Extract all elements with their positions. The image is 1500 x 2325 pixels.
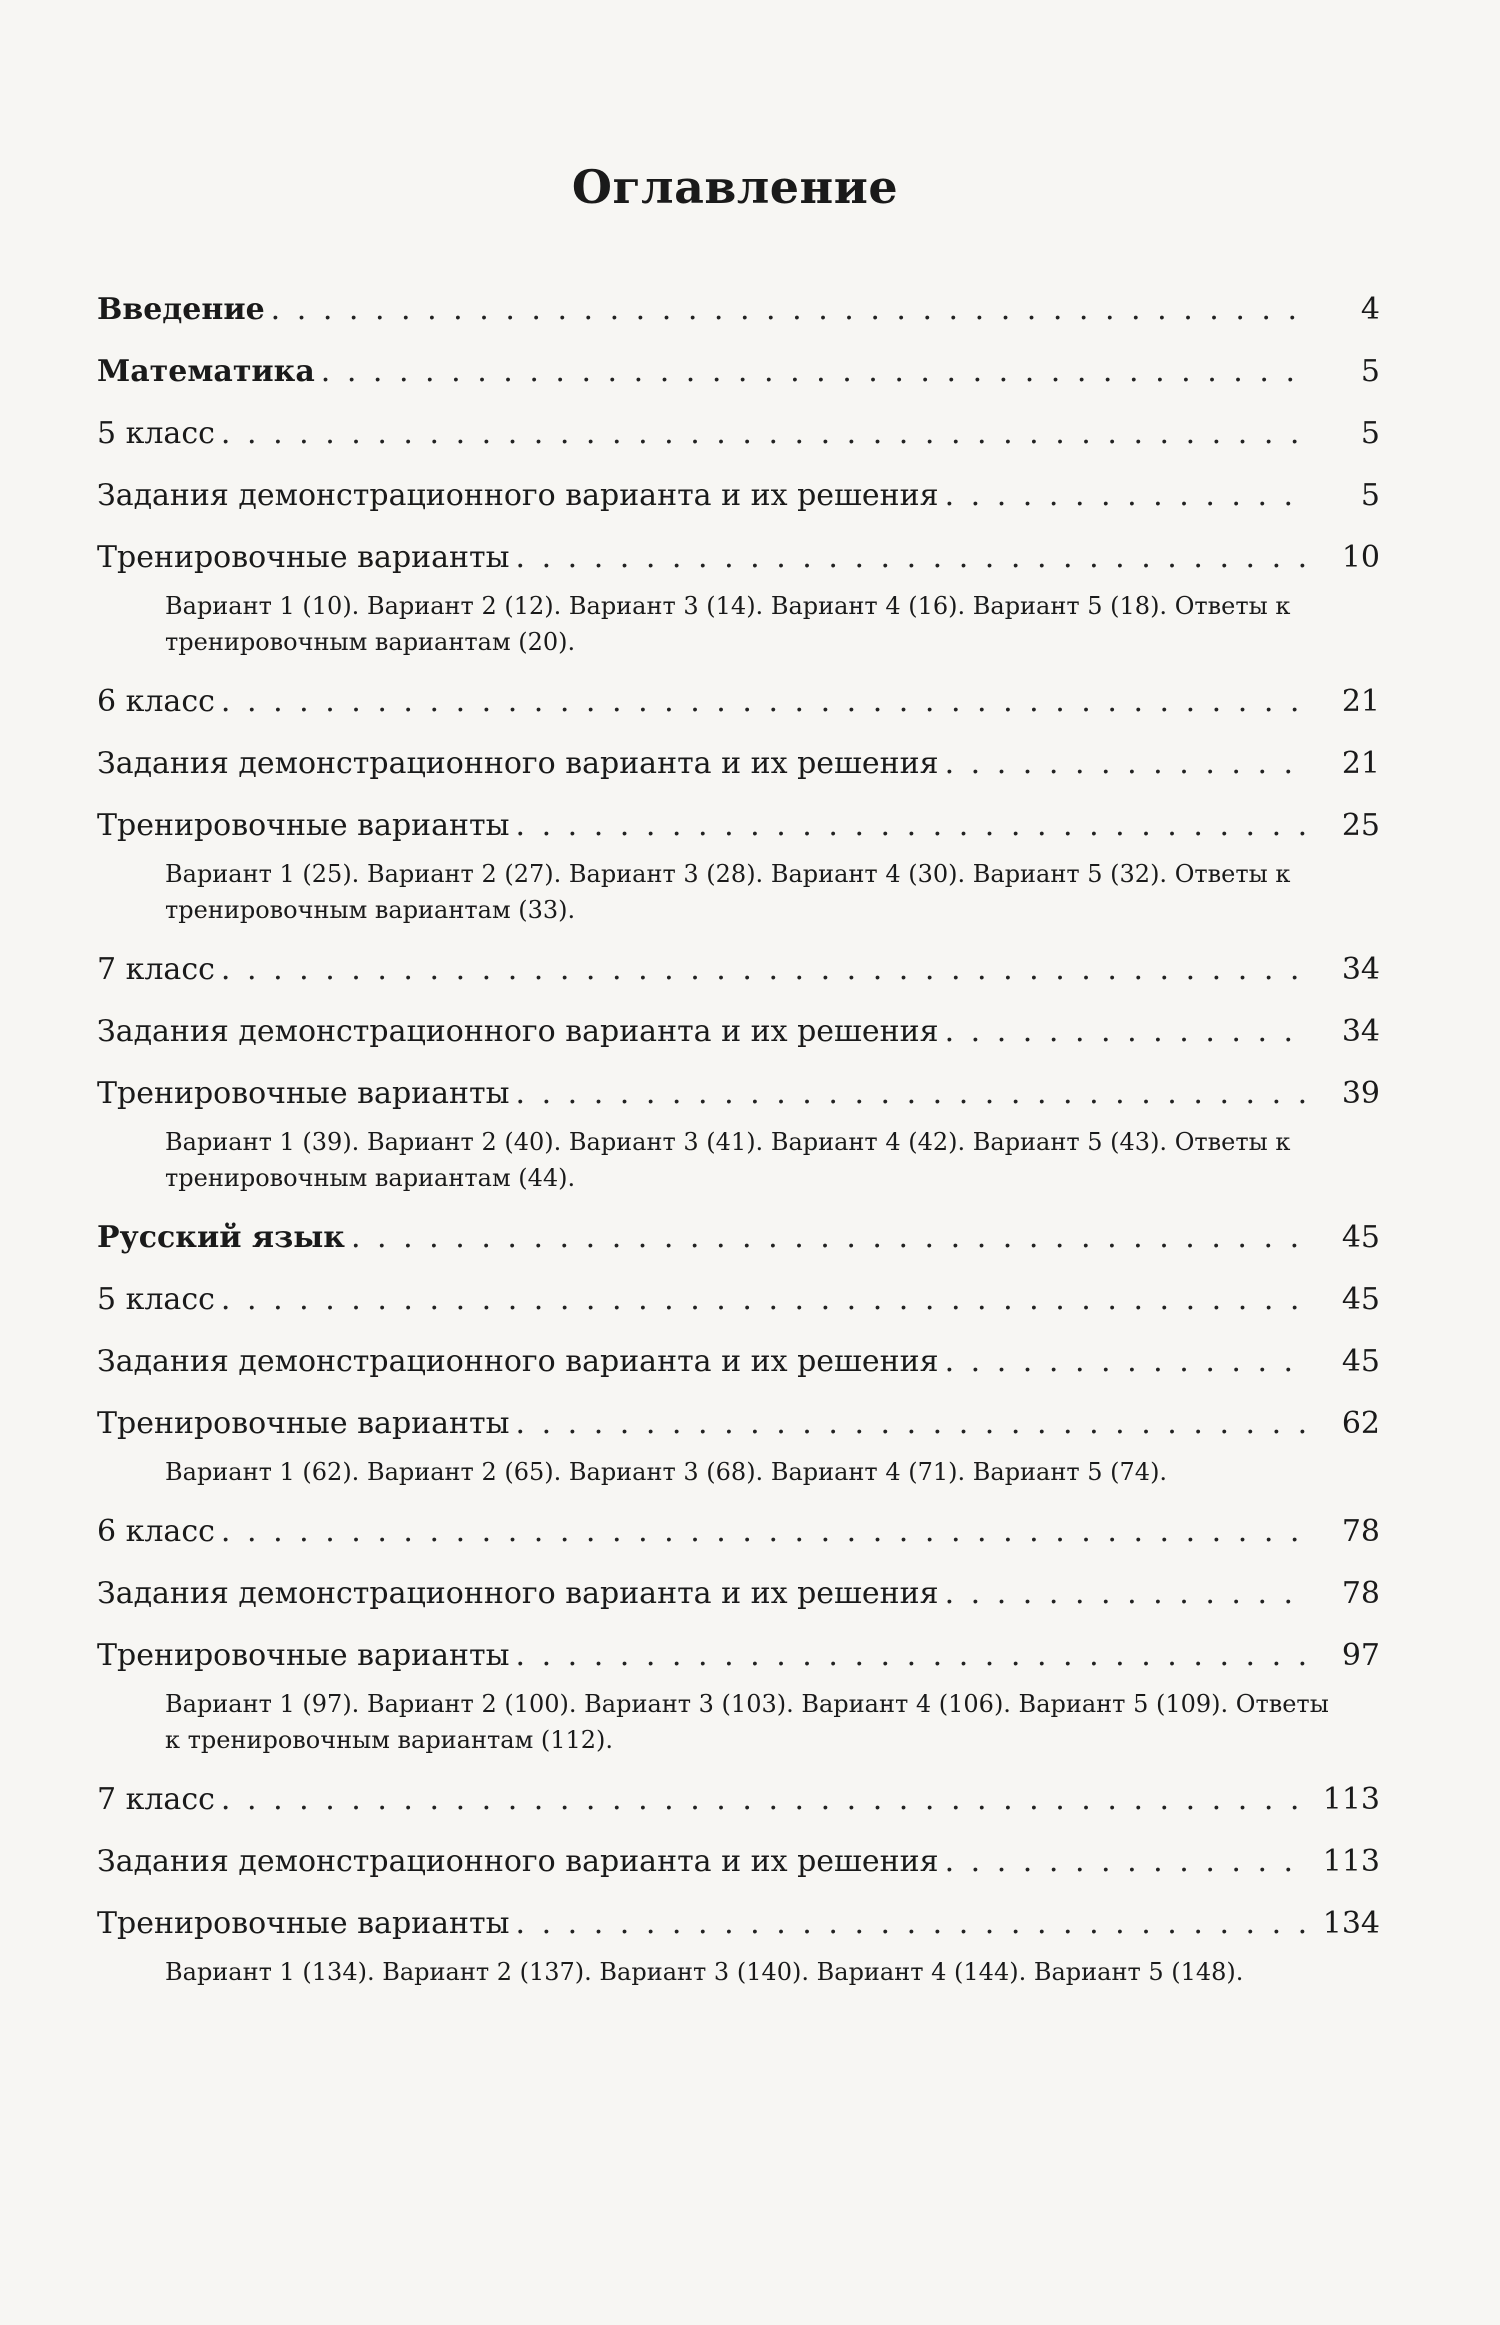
toc-entry-title: Русский язык (97, 1220, 345, 1255)
toc-page-number: 5 (1360, 478, 1380, 513)
dot-leader (516, 1904, 1309, 1944)
toc-entry (97, 1512, 1380, 1552)
toc-entry (97, 290, 1380, 330)
toc-entry (97, 476, 1380, 516)
toc-entry (97, 1342, 1380, 1382)
toc-entry-title: Задания демонстрационного варианта и их решения (97, 478, 939, 513)
toc-entry-title: Задания демонстрационного варианта и их решения (97, 1014, 939, 1049)
toc-entry-title: Тренировочные варианты (97, 808, 510, 843)
table-of-contents (97, 290, 1380, 2012)
toc-entry-title: Математика (97, 354, 315, 389)
page-title: Оглавление (571, 160, 899, 214)
toc-entry (97, 1636, 1380, 1676)
toc-entry (97, 414, 1380, 454)
toc-entry (97, 806, 1380, 846)
toc-entry (97, 682, 1380, 722)
toc-entry-title: 5 класс (97, 416, 215, 451)
toc-entry (97, 950, 1380, 990)
toc-page-number: 113 (1322, 1782, 1380, 1817)
toc-entry-title: Тренировочные варианты (97, 540, 510, 575)
toc-variants-line: Вариант 1 (25). Вариант 2 (27). Вариант 3 (28). Вариант 4 (30). Вариант 5 (32). Ответы к тренировочным вариантам (33). (165, 860, 1291, 924)
toc-entry (97, 1842, 1380, 1882)
dot-leader (516, 806, 1309, 846)
toc-entry-title: 5 класс (97, 1282, 215, 1317)
toc-entry (97, 1904, 1380, 1944)
toc-entry-title: Введение (97, 292, 265, 327)
toc-entry (97, 1218, 1380, 1258)
toc-page-number: 78 (1341, 1514, 1380, 1549)
toc-entry-title: 7 класс (97, 952, 215, 987)
toc-page-number: 21 (1341, 684, 1380, 719)
toc-page-number: 4 (1360, 292, 1380, 327)
toc-page-number: 21 (1341, 746, 1380, 781)
toc-page-number: 62 (1341, 1406, 1380, 1441)
dot-leader (221, 1780, 1308, 1820)
dot-leader (221, 414, 1308, 454)
dot-leader (945, 476, 1308, 516)
dot-leader (516, 1074, 1309, 1114)
toc-entry (97, 1574, 1380, 1614)
toc-entry (97, 1074, 1380, 1114)
toc-entry-title: Задания демонстрационного варианта и их решения (97, 1576, 939, 1611)
dot-leader (221, 950, 1308, 990)
toc-page-number: 25 (1341, 808, 1380, 843)
dot-leader (945, 1574, 1308, 1614)
toc-entry (97, 744, 1380, 784)
dot-leader (351, 1218, 1308, 1258)
toc-page-number: 45 (1341, 1344, 1380, 1379)
dot-leader (271, 290, 1308, 330)
toc-variants-line: Вариант 1 (10). Вариант 2 (12). Вариант 3 (14). Вариант 4 (16). Вариант 5 (18). Ответы к тренировочным вариантам (20). (165, 592, 1291, 656)
dot-leader (516, 1404, 1309, 1444)
toc-page-number: 45 (1341, 1220, 1380, 1255)
toc-entry-title: 6 класс (97, 684, 215, 719)
toc-entry (97, 1404, 1380, 1444)
dot-leader (221, 1512, 1308, 1552)
toc-variants-line: Вариант 1 (62). Вариант 2 (65). Вариант 3 (68). Вариант 4 (71). Вариант 5 (74). (165, 1458, 1168, 1486)
toc-variants-line: Вариант 1 (134). Вариант 2 (137). Вариант 3 (140). Вариант 4 (144). Вариант 5 (148). (165, 1958, 1244, 1986)
toc-entry-title: 7 класс (97, 1782, 215, 1817)
dot-leader (945, 1342, 1308, 1382)
toc-page-number: 113 (1322, 1844, 1380, 1879)
toc-page-number: 45 (1341, 1282, 1380, 1317)
toc-variants-line: Вариант 1 (39). Вариант 2 (40). Вариант 3 (41). Вариант 4 (42). Вариант 5 (43). Ответы к тренировочным вариантам (44). (165, 1128, 1291, 1192)
toc-page-number: 97 (1341, 1638, 1380, 1673)
toc-page-number: 5 (1360, 354, 1380, 389)
toc-entry-title: Тренировочные варианты (97, 1076, 510, 1111)
toc-page-number: 5 (1360, 416, 1380, 451)
dot-leader (321, 352, 1308, 392)
toc-entry-title: Задания демонстрационного варианта и их решения (97, 1344, 939, 1379)
dot-leader (516, 1636, 1309, 1676)
toc-entry (97, 352, 1380, 392)
toc-entry-title: 6 класс (97, 1514, 215, 1549)
toc-page-number: 10 (1341, 540, 1380, 575)
dot-leader (945, 1842, 1308, 1882)
toc-page-number: 39 (1341, 1076, 1380, 1111)
toc-entry-title: Тренировочные варианты (97, 1906, 510, 1941)
dot-leader (221, 682, 1308, 722)
toc-entry (97, 1280, 1380, 1320)
dot-leader (945, 1012, 1308, 1052)
dot-leader (945, 744, 1308, 784)
dot-leader (516, 538, 1309, 578)
toc-page-number: 78 (1341, 1576, 1380, 1611)
toc-entry (97, 538, 1380, 578)
toc-page-number: 34 (1341, 952, 1380, 987)
toc-entry-title: Тренировочные варианты (97, 1406, 510, 1441)
toc-entry (97, 1012, 1380, 1052)
dot-leader (221, 1280, 1308, 1320)
toc-entry-title: Задания демонстрационного варианта и их решения (97, 746, 939, 781)
toc-entry (97, 1780, 1380, 1820)
toc-page-number: 134 (1322, 1906, 1380, 1941)
toc-entry-title: Задания демонстрационного варианта и их решения (97, 1844, 939, 1879)
toc-variants-line: Вариант 1 (97). Вариант 2 (100). Вариант 3 (103). Вариант 4 (106). Вариант 5 (109). Ответы к тренировочным вариантам (112). (165, 1690, 1329, 1754)
toc-page-number: 34 (1341, 1014, 1380, 1049)
toc-entry-title: Тренировочные варианты (97, 1638, 510, 1673)
